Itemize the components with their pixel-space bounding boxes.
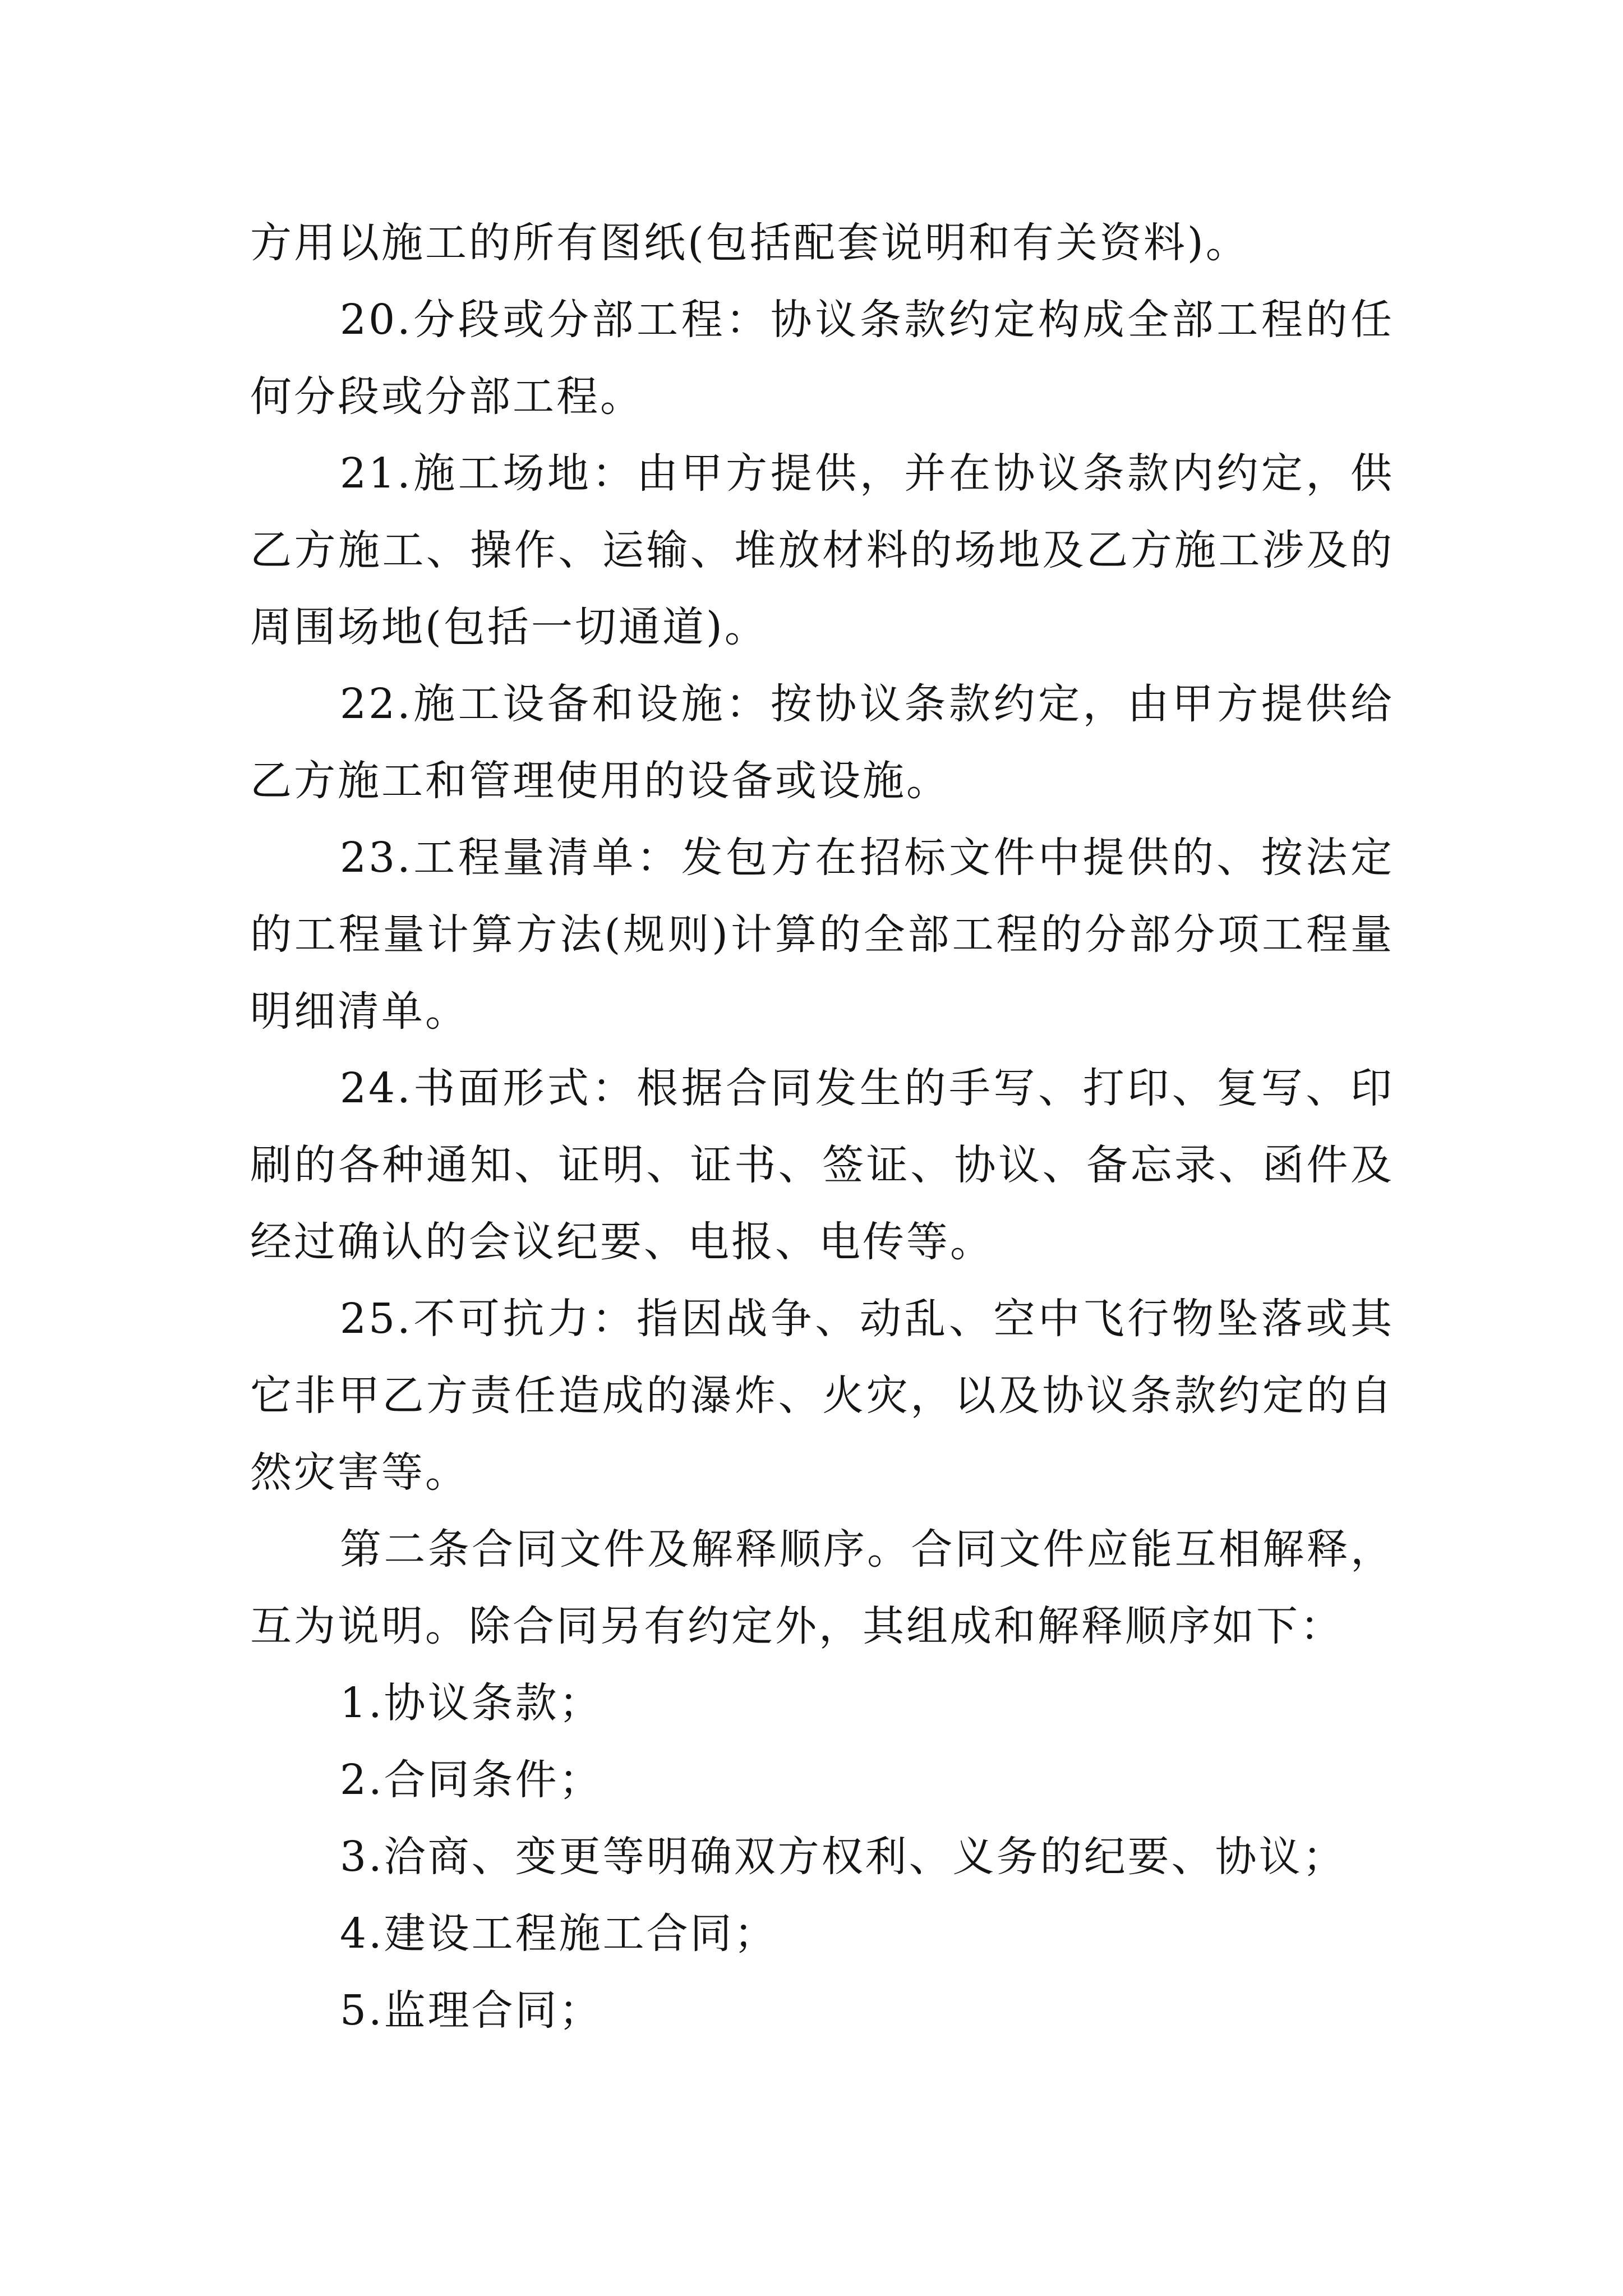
list-item: 4.建设工程施工合同；: [340, 1910, 778, 1958]
paragraph-item-21: 21.施工场地：由甲方提供，并在协议条款内约定，供乙方施工、操作、运输、堆放材料的场地及乙方施工涉及的周围场地(包括一切通道)。: [250, 449, 1394, 651]
paragraph-continuation: 方用以施工的所有图纸(包括配套说明和有关资料)。: [250, 219, 1249, 267]
paragraph-item-22: 22.施工设备和设施：按协议条款约定，由甲方提供给乙方施工和管理使用的设备或设施。: [250, 680, 1394, 805]
paragraph-item-20: 20.分段或分部工程：协议条款约定构成全部工程的任何分段或分部工程。: [250, 296, 1394, 421]
list-item: 2.合同条件；: [340, 1756, 603, 1804]
list-item: 3.洽商、变更等明确双方权利、义务的纪要、协议；: [340, 1833, 1347, 1881]
list-item: 5.监理合同；: [340, 1986, 603, 2035]
paragraph-article-2: 第二条合同文件及解释顺序。合同文件应能互相解释，互为说明。除合同另有约定外，其组成和解释顺序如下：: [250, 1525, 1394, 1650]
paragraph-item-24: 24.书面形式：根据合同发生的手写、打印、复写、印刷的各种通知、证明、证书、签证、协议、备忘录、函件及经过确认的会议纪要、电报、电传等。: [250, 1064, 1394, 1266]
paragraph-item-23: 23.工程量清单：发包方在招标文件中提供的、按法定的工程量计算方法(规则)计算的全部工程的分部分项工程量明细清单。: [250, 834, 1394, 1036]
paragraph-item-25: 25.不可抗力：指因战争、动乱、空中飞行物坠落或其它非甲乙方责任造成的瀑炸、火灾，以及协议条款约定的自然灾害等。: [250, 1295, 1394, 1497]
document-body: [250, 205, 1394, 2049]
list-item: 1.协议条款；: [340, 1679, 603, 1727]
